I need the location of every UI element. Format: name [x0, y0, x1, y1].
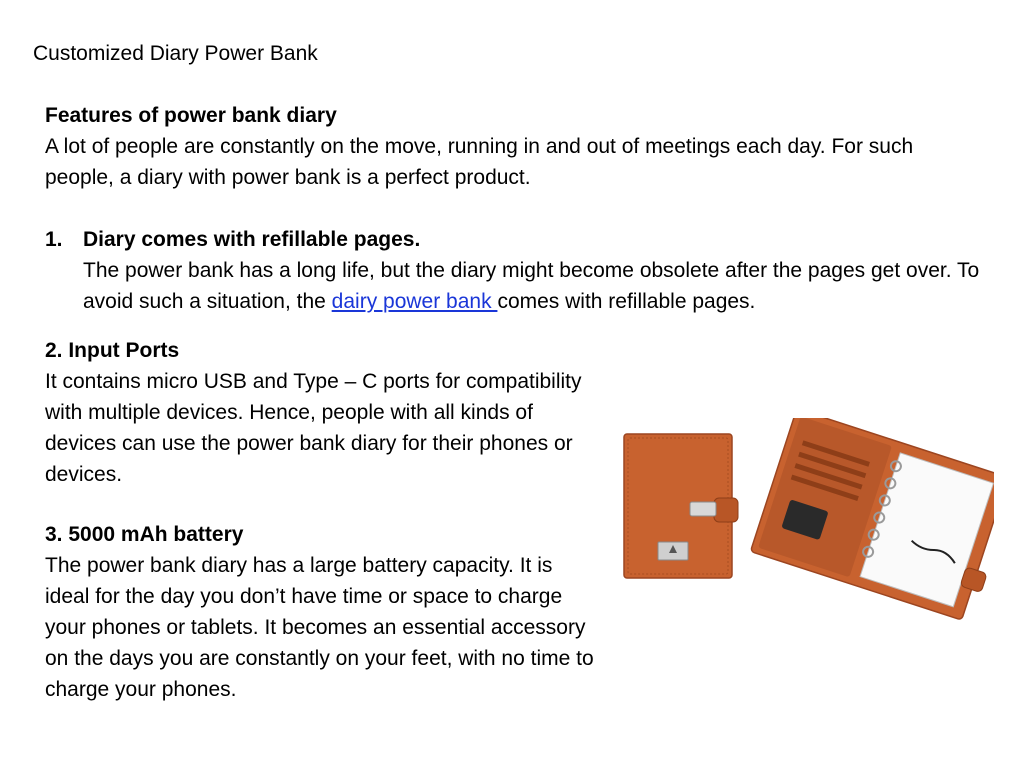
feature-refillable-text	[83, 255, 985, 317]
list-number: 1.	[45, 228, 63, 251]
feature-refillable-text-start: The power bank has a long life, but the diary might become obsolete after the pages get over. To avoid such a situation, the	[83, 259, 980, 313]
input-ports-text: It contains micro USB and Type – C ports for compatibility with multiple devices. Hence, people with all kinds of devices can use the power bank diary for their phones or devices.	[45, 370, 582, 486]
feature-refillable-pages	[45, 224, 985, 317]
open-diary	[750, 418, 994, 623]
feature-refillable-heading: Diary comes with refillable pages.	[83, 228, 421, 251]
page-title: Customized Diary Power Bank	[33, 42, 318, 65]
dairy-power-bank-link[interactable]: dairy power bank	[331, 290, 498, 313]
features-intro-text: A lot of people are constantly on the move, running in and out of meetings each day. For such people, a diary with power bank is a perfect product.	[45, 135, 914, 189]
input-ports-heading: 2. Input Ports	[45, 339, 180, 362]
feature-refillable-text-end: comes with refillable pages.	[497, 290, 756, 313]
battery-text: The power bank diary has a large battery capacity. It is ideal for the day you don’t have time or space to charge your phones or tablets. It becomes an essential accessory on the days you are constantly on your feet, with no time to charge your phones.	[45, 554, 594, 701]
features-heading: Features of power bank diary	[45, 104, 337, 127]
closed-diary	[624, 434, 738, 578]
feature-refillable-content	[83, 224, 985, 317]
battery-heading: 3. 5000 mAh battery	[45, 523, 244, 546]
power-bank-diary-image	[614, 418, 994, 628]
